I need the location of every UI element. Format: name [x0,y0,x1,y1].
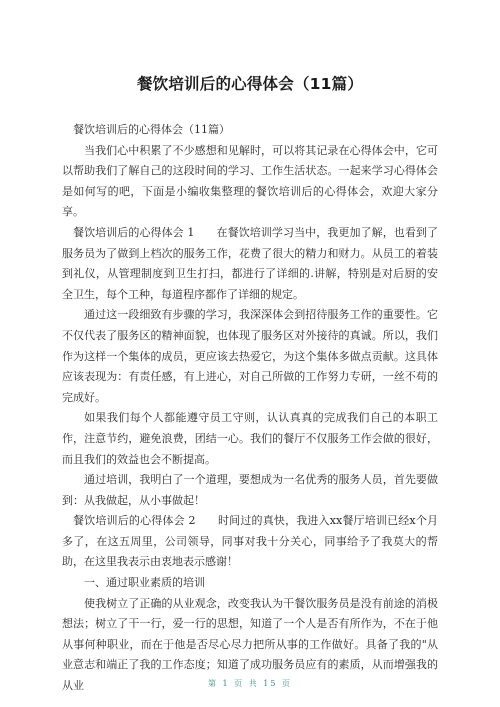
document-title: 餐饮培训后的心得体会（11篇） [136,75,364,93]
paragraph-lesson: 通过培训，我明白了一个道理，要想成为一名优秀的服务人员，首先要做到：从我做起，从小事做起！ [62,473,438,507]
heading-professional-quality: 一、通过职业素质的培训 [84,576,205,590]
paragraph-career-view: 使我树立了正确的从业观念，改变我认为干餐饮服务员是没有前途的消极想法；树立了干一行，爱一行的思想，知道了一个人是否有所作为，不在于他从事何种职业，而在于他是否尽心尽力把所从事的工作做好。具备了我的"从业意志和端正了我的工作态度；知道了成功服务员应有的素质，从而增强我的从业 [62,596,438,693]
document-body [62,120,438,697]
paragraph-training-importance: 通过这一段细致有步骤的学习，我深深体会到招待服务工作的重要性。它不仅代表了服务区的精神面貌，也体现了服务区对外接待的真诚。所以，我们作为这样一个集体的成员，更应该去热爱它，为这个集体多做点贡献。这具体应该表现为：有责任感，有上进心，对自己所做的工作努力专研，一丝不苟的完成好。 [62,308,438,404]
page-number-footer: 第 1 页 共 15 页 [208,679,292,688]
document-subtitle: 餐饮培训后的心得体会（11篇） [73,123,230,136]
paragraph-section-2: 餐饮培训后的心得体会 2 时间过的真快，我进入xx餐厅培训已经x个月多了，在这五周里，公司领导，同事对我十分关心，同事给予了我莫大的帮助，在这里我表示由衷地表示感谢！ [62,514,438,569]
paragraph-intro: 当我们心中积累了不少感想和见解时，可以将其记录在心得体会中，它可以帮助我们了解自己的这段时间的学习、工作生活状态。一起来学习心得体会是如何写的吧，下面是小编收集整理的餐饮培训后的心得体会，欢迎大家分享。 [62,143,438,219]
paragraph-employee-rules: 如果我们每个人都能遵守员工守则，认认真真的完成我们自己的本职工作，注意节约，避免浪费，团结一心。我们的餐厅不仅服务工作会做的很好，而且我们的效益也会不断提高。 [62,411,438,466]
paragraph-section-1: 餐饮培训后的心得体会 1 在餐饮培训学习当中，我更加了解，也看到了服务员为了做到上档次的服务工作，花费了很大的精力和财力。从员工的着装到礼仪，从管理制度到卫生打扫，都进行了详细的.讲解，特别是对后厨的安全卫生，每个工种，每道程序都作了详细的规定。 [62,225,438,301]
